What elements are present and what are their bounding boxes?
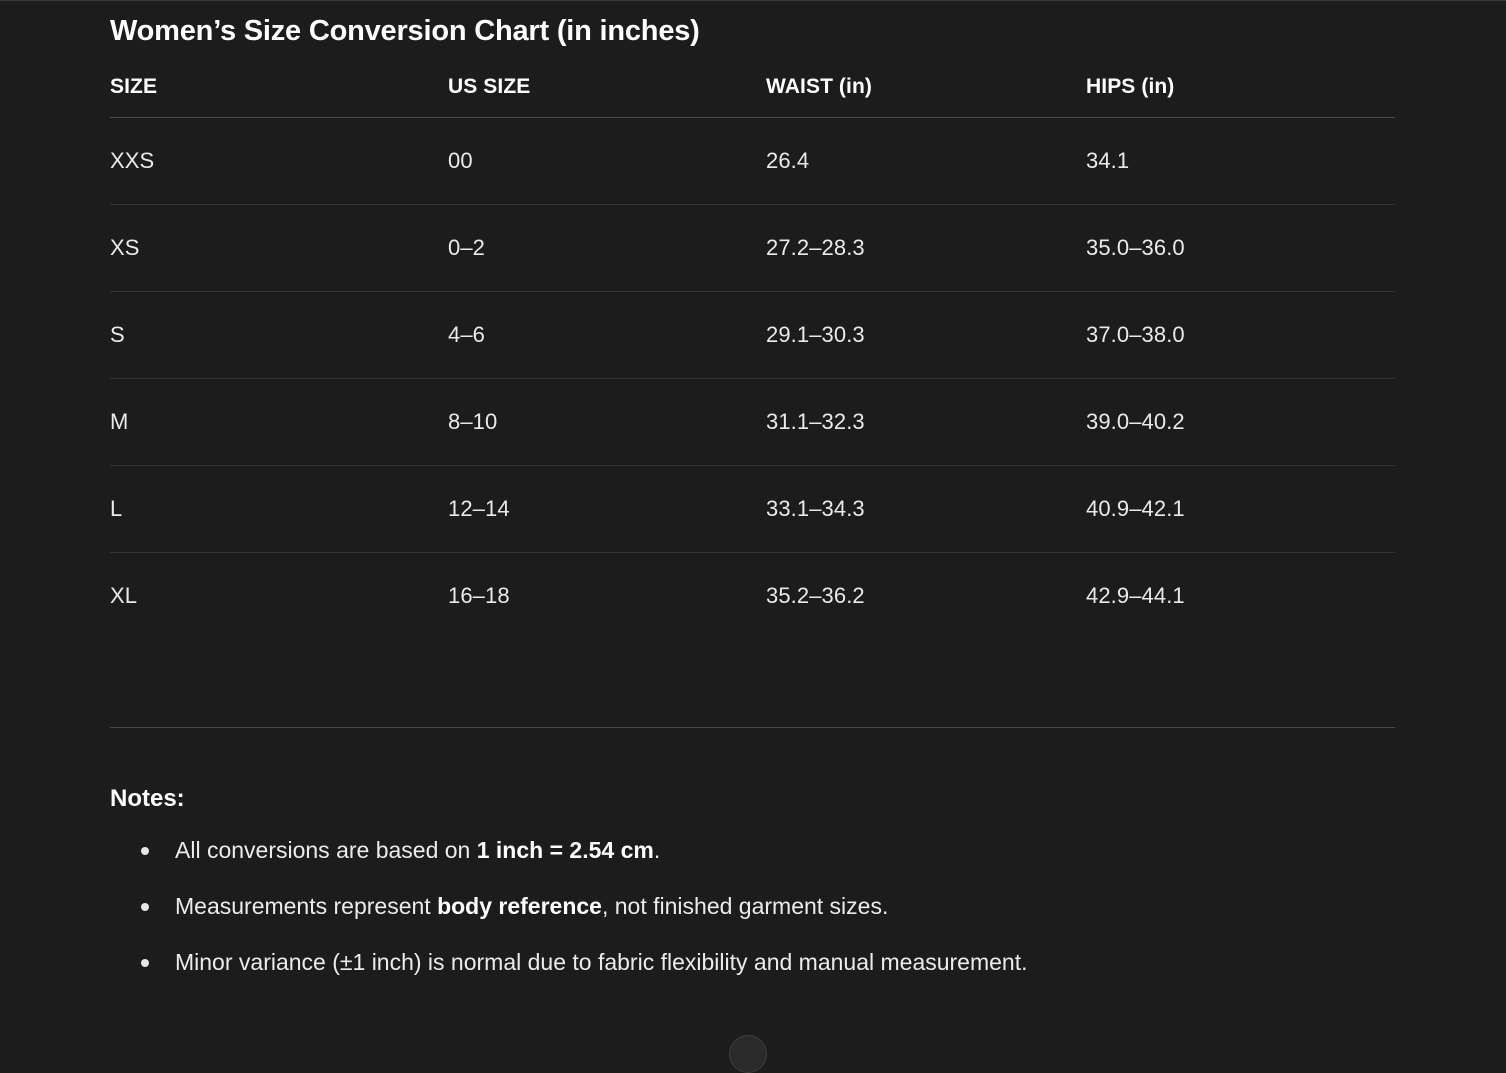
cell-us-size: 00 <box>448 117 766 204</box>
section-divider <box>110 727 1395 728</box>
cell-hips: 39.0–40.2 <box>1086 378 1395 465</box>
table-row <box>110 117 1395 204</box>
page-title: Women’s Size Conversion Chart (in inches) <box>110 15 700 47</box>
table-row <box>110 204 1395 291</box>
cell-hips: 34.1 <box>1086 117 1395 204</box>
cell-hips: 35.0–36.0 <box>1086 204 1395 291</box>
cell-us-size: 4–6 <box>448 291 766 378</box>
table-header <box>110 75 1395 118</box>
cell-waist: 33.1–34.3 <box>766 465 1086 552</box>
list-item <box>110 948 1396 975</box>
column-header-hips: HIPS (in) <box>1086 75 1395 118</box>
cell-size: M <box>110 378 448 465</box>
cell-us-size: 8–10 <box>448 378 766 465</box>
notes-list <box>110 836 1396 975</box>
note-text-strong: body reference <box>437 892 602 919</box>
table-header-row <box>110 75 1395 118</box>
bullet-icon <box>141 959 149 967</box>
list-item <box>110 892 1396 919</box>
cell-waist: 31.1–32.3 <box>766 378 1086 465</box>
cell-us-size: 0–2 <box>448 204 766 291</box>
table-row <box>110 465 1395 552</box>
cell-size: XS <box>110 204 448 291</box>
bullet-icon <box>141 903 149 911</box>
cell-waist: 26.4 <box>766 117 1086 204</box>
cell-size: XXS <box>110 117 448 204</box>
table-row <box>110 291 1395 378</box>
list-item <box>110 836 1396 863</box>
cell-size: XL <box>110 582 138 608</box>
cell-hips: 42.9–44.1 <box>1086 582 1185 608</box>
cell-waist: 27.2–28.3 <box>766 204 1086 291</box>
note-text-suffix: . <box>653 836 661 863</box>
table-body <box>110 117 1395 639</box>
bullet-icon <box>141 847 149 855</box>
top-divider <box>0 0 1506 1</box>
cell-waist: 29.1–30.3 <box>766 291 1086 378</box>
cell-hips: 37.0–38.0 <box>1086 291 1395 378</box>
scroll-indicator[interactable] <box>729 1035 767 1073</box>
column-header-size: SIZE <box>110 75 448 118</box>
column-header-us-size: US SIZE <box>448 75 766 118</box>
size-conversion-table <box>110 75 1395 639</box>
note-text-prefix: All conversions are based on <box>175 836 477 863</box>
cell-waist: 35.2–36.2 <box>766 582 865 608</box>
notes-heading: Notes: <box>110 784 185 812</box>
note-text-suffix: , not finished garment sizes. <box>601 892 889 919</box>
note-text-prefix: Minor variance (±1 inch) is normal due to fabric flexibility and manual measurement. <box>175 948 1028 975</box>
note-text-prefix: Measurements represent <box>175 892 438 919</box>
table-row <box>110 378 1395 465</box>
note-text-strong: 1 inch = 2.54 cm <box>476 836 654 863</box>
cell-size: L <box>110 465 448 552</box>
cell-hips: 40.9–42.1 <box>1086 465 1395 552</box>
cell-us-size: 16–18 <box>448 582 510 608</box>
cell-size: S <box>110 291 448 378</box>
column-header-waist: WAIST (in) <box>766 75 1086 118</box>
table-row <box>110 552 1395 639</box>
cell-us-size: 12–14 <box>448 465 766 552</box>
